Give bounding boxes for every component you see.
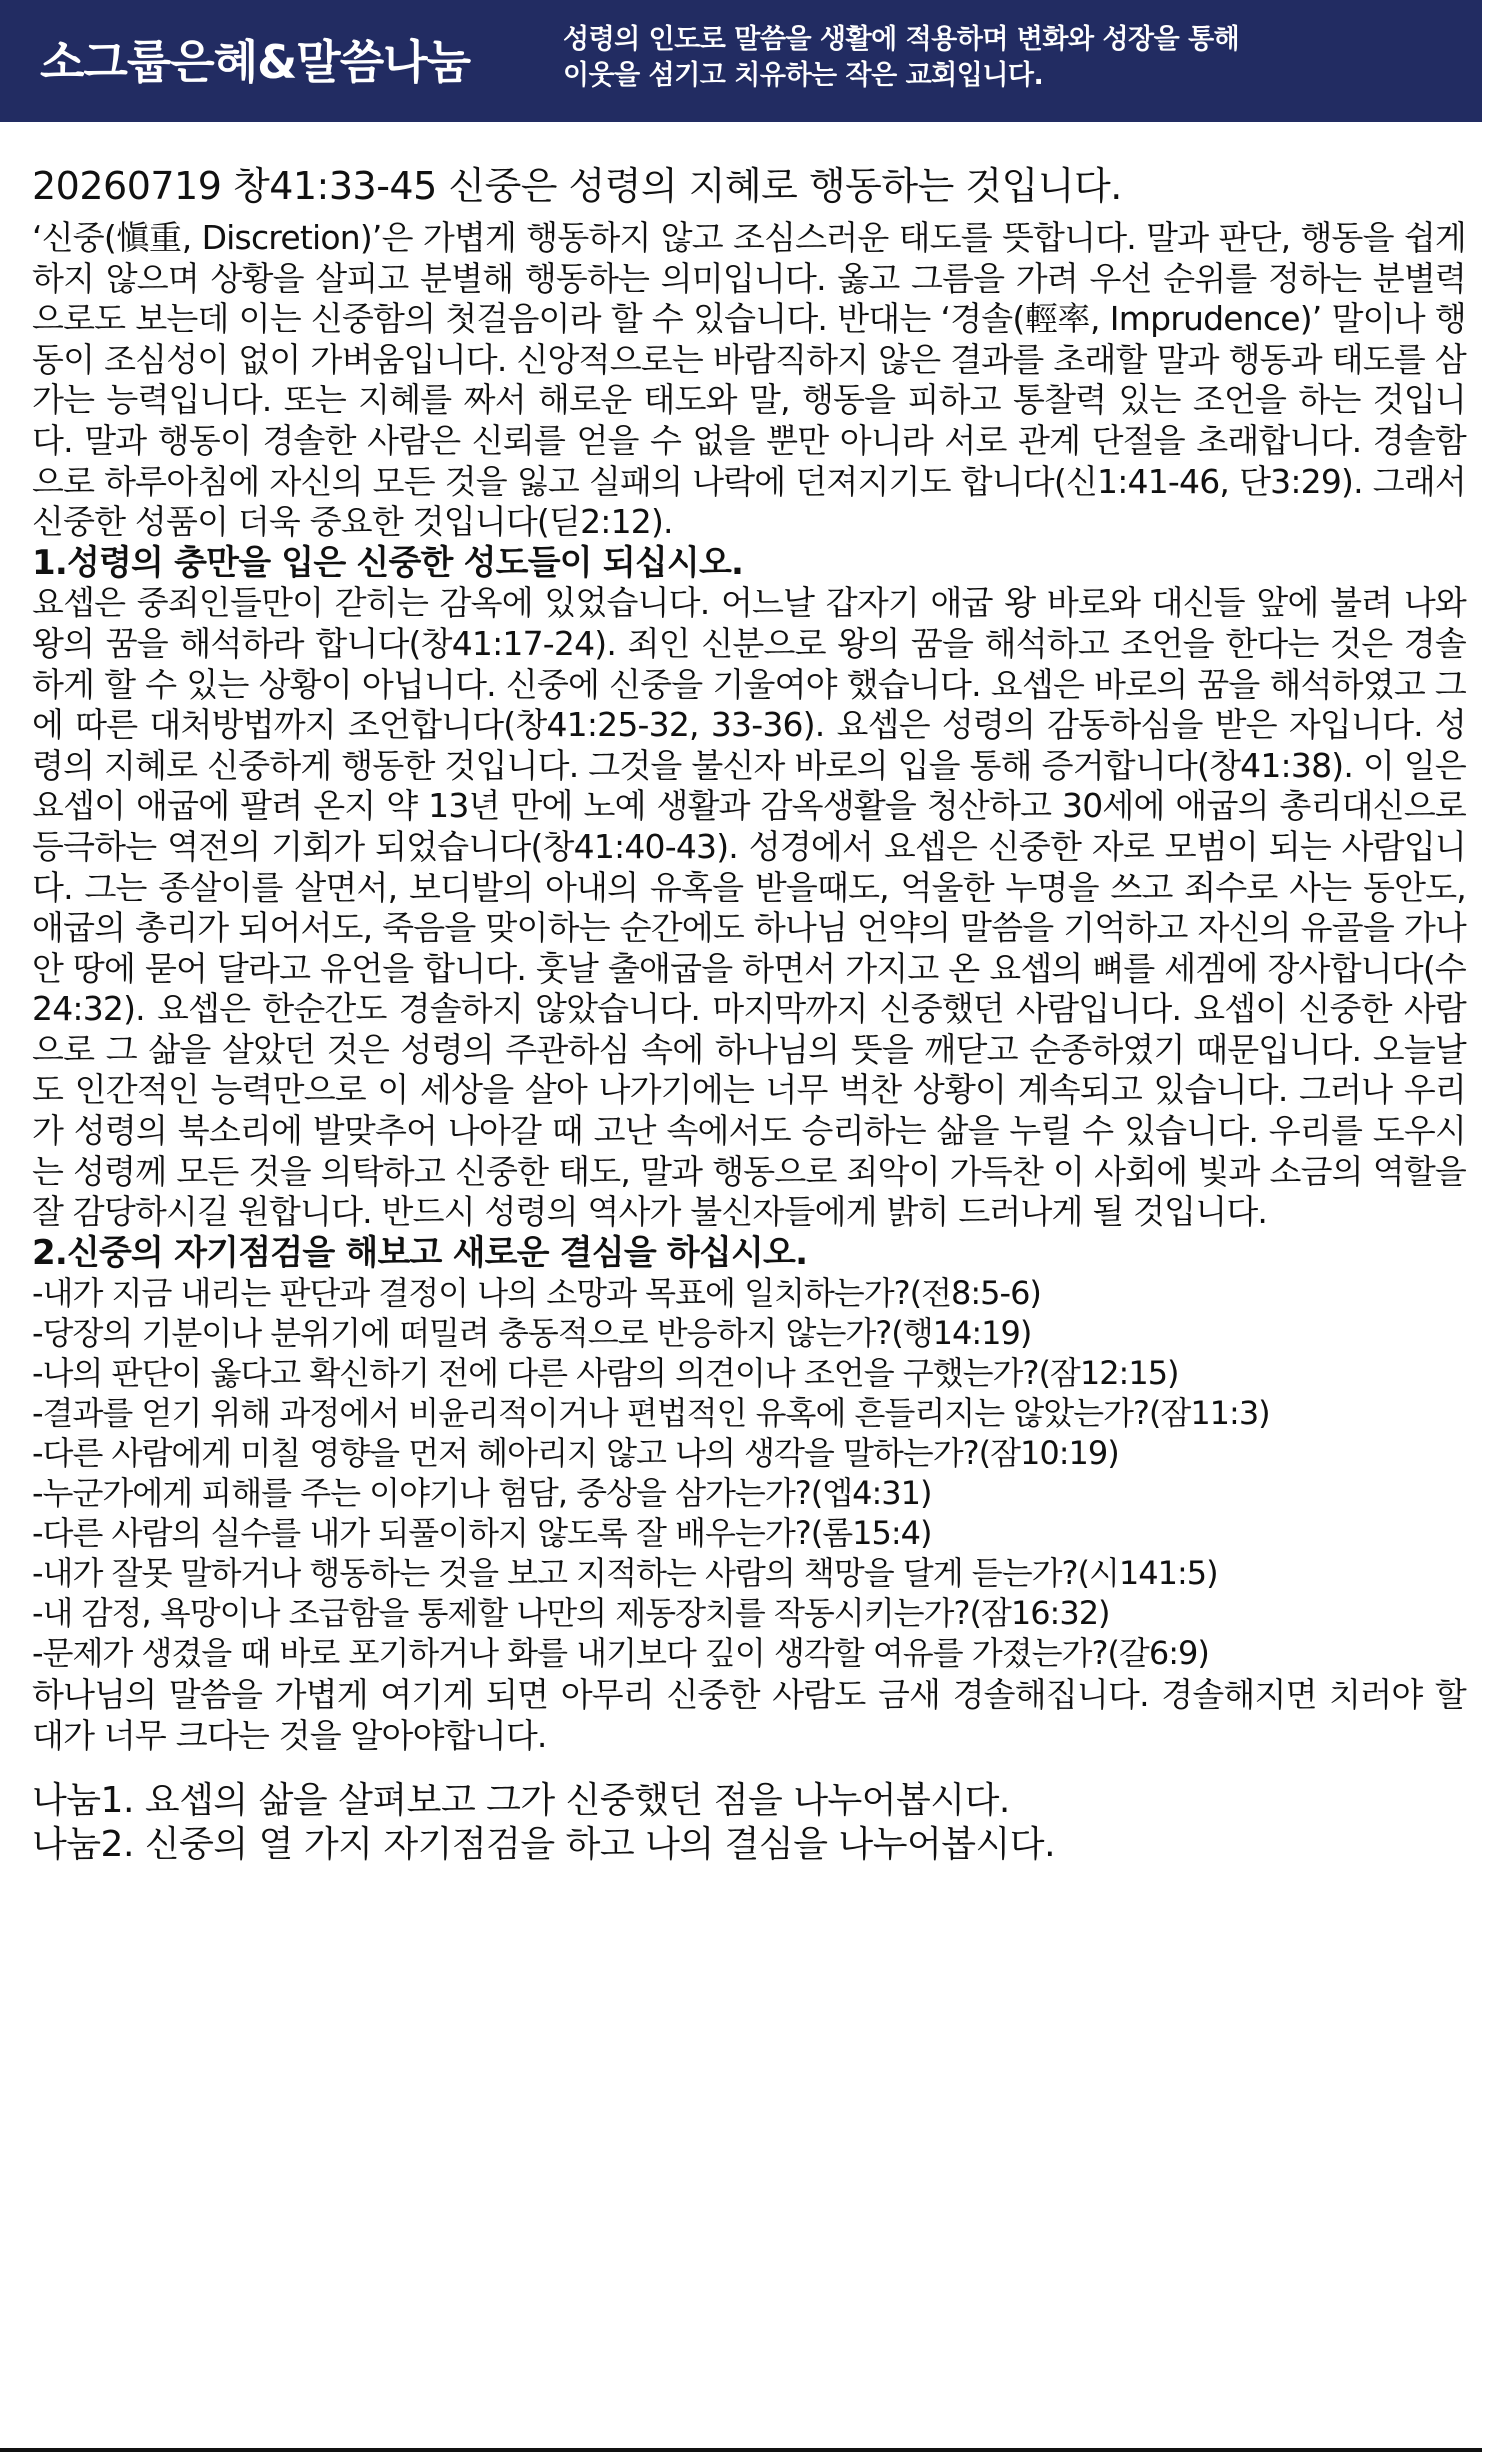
closing-paragraph: 하나님의 말씀을 가볍게 여기게 되면 아무리 신중한 사람도 금새 경솔해집니다. 경솔해지면 치러야 할 대가 너무 크다는 것을 알아야합니다. xyxy=(32,1675,1466,1756)
check-item: -당장의 기분이나 분위기에 떠밀려 충동적으로 반응하지 않는가?(행14:19) xyxy=(32,1314,1032,1353)
tagline-line: 이웃을 섬기고 치유하는 작은 교회입니다. xyxy=(563,60,1044,91)
header-banner xyxy=(0,0,1482,122)
sharing-questions xyxy=(32,1779,1466,1867)
church-tagline xyxy=(563,22,1468,94)
section-1-title: 1.성령의 충만을 입은 신중한 성도들이 되십시오. xyxy=(32,542,744,583)
sermon-heading: 20260719 창41:33-45 신중은 성령의 지혜로 행동하는 것입니다. xyxy=(32,164,1122,208)
sharing-question: 나눔1. 요셉의 삶을 살펴보고 그가 신중했던 점을 나누어봅시다. xyxy=(32,1779,1010,1821)
bottom-divider xyxy=(0,2448,1482,2452)
check-item: -다른 사람의 실수를 내가 되풀이하지 않도록 잘 배우는가?(롬15:4) xyxy=(32,1514,932,1553)
check-item: -나의 판단이 옳다고 확신하기 전에 다른 사람의 의견이나 조언을 구했는가?(잠12:15) xyxy=(32,1354,1179,1393)
intro-paragraph: ‘신중(愼重, Discretion)’은 가볍게 행동하지 않고 조심스러운 태도를 뜻합니다. 말과 판단, 행동을 쉽게 하지 않으며 상황을 살피고 분별해 행동하는 의미입니다. 옳고 그름을 가려 우선 순위를 정하는 분별력으로도 보는데 이는 신중함의 첫걸음이라 할 수 있습니다. 반대는 ‘경솔(輕率, Imprudence)’ 말이나 행동이 조심성이 없이 가벼움입니다. 신앙적으로는 바람직하지 않은 결과를 초래할 말과 행동과 태도를 삼가는 능력입니다. 또는 지혜를 짜서 해로운 태도와 말, 행동을 피하고 통찰력 있는 조언을 하는 것입니다. 말과 행동이 경솔한 사람은 신뢰를 얻을 수 없을 뿐만 아니라 서로 관계 단절을 초래합니다. 경솔함으로 하루아침에 자신의 모든 것을 잃고 실패의 나락에 던져지기도 합니다(신1:41-46, 단3:29). 그래서 신중한 성품이 더욱 중요한 것입니다(딛2:12). xyxy=(32,218,1466,542)
section-1-body: 요셉은 중죄인들만이 갇히는 감옥에 있었습니다. 어느날 갑자기 애굽 왕 바로와 대신들 앞에 불려 나와 왕의 꿈을 해석하라 합니다(창41:17-24). 죄인 신분으로 왕의 꿈을 해석하고 조언을 한다는 것은 경솔하게 할 수 있는 상황이 아닙니다. 신중에 신중을 기울여야 했습니다. 요셉은 바로의 꿈을 해석하였고 그에 따른 대처방법까지 조언합니다(창41:25-32, 33-36). 요셉은 성령의 감동하심을 받은 자입니다. 성령의 지혜로 신중하게 행동한 것입니다. 그것을 불신자 바로의 입을 통해 증거합니다(창41:38). 이 일은 요셉이 애굽에 팔려 온지 약 13년 만에 노예 생활과 감옥생활을 청산하고 30세에 애굽의 총리대신으로 등극하는 역전의 기회가 되었습니다(창41:40-43). 성경에서 요셉은 신중한 자로 모범이 되는 사람입니다. 그는 종살이를 살면서, 보디발의 아내의 유혹을 받을때도, 억울한 누명을 쓰고 죄수로 사는 동안도, 애굽의 총리가 되어서도, 죽음을 맞이하는 순간에도 하나님 언약의 말씀을 기억하고 자신의 유골을 가나안 땅에 묻어 달라고 유언을 합니다. 훗날 출애굽을 하면서 가지고 온 요셉의 뼈를 세겜에 장사합니다(수24:32). 요셉은 한순간도 경솔하지 않았습니다. 마지막까지 신중했던 사람입니다. 요셉이 신중한 사람으로 그 삶을 살았던 것은 성령의 주관하심 속에 하나님의 뜻을 깨닫고 순종하였기 때문입니다. 오늘날도 인간적인 능력만으로 이 세상을 살아 나가기에는 너무 벅찬 상황이 계속되고 있습니다. 그러나 우리가 성령의 북소리에 발맞추어 나아갈 때 고난 속에서도 승리하는 삶을 누릴 수 있습니다. 우리를 도우시는 성령께 모든 것을 의탁하고 신중한 태도, 말과 행동으로 죄악이 가득찬 이 사회에 빛과 소금의 역할을 잘 감당하시길 원합니다. 반드시 성령의 역사가 불신자들에게 밝히 드러나게 될 것입니다. xyxy=(32,583,1466,1232)
check-item: -내 감정, 욕망이나 조급함을 통제할 나만의 제동장치를 작동시키는가?(잠16:32) xyxy=(32,1594,1110,1633)
check-item: -누군가에게 피해를 주는 이야기나 험담, 중상을 삼가는가?(엡4:31) xyxy=(32,1474,932,1513)
check-item: -내가 지금 내리는 판단과 결정이 나의 소망과 목표에 일치하는가?(전8:5-6) xyxy=(32,1274,1041,1313)
check-item: -결과를 얻기 위해 과정에서 비윤리적이거나 편법적인 유혹에 흔들리지는 않았는가?(잠11:3) xyxy=(32,1394,1270,1433)
sermon-content xyxy=(32,160,1466,1867)
check-item: -다른 사람에게 미칠 영향을 먼저 헤아리지 않고 나의 생각을 말하는가?(잠10:19) xyxy=(32,1434,1119,1473)
check-item: -내가 잘못 말하거나 행동하는 것을 보고 지적하는 사람의 책망을 달게 듣는가?(시141:5) xyxy=(32,1554,1218,1593)
self-check-list xyxy=(32,1273,1466,1673)
check-item: -문제가 생겼을 때 바로 포기하거나 화를 내기보다 깊이 생각할 여유를 가졌는가?(갈6:9) xyxy=(32,1634,1209,1673)
church-name: 소그룹은혜&말씀나눔 xyxy=(40,35,471,89)
tagline-line: 성령의 인도로 말씀을 생활에 적용하며 변화와 성장을 통해 xyxy=(563,24,1240,55)
section-2-title: 2.신중의 자기점검을 해보고 새로운 결심을 하십시오. xyxy=(32,1232,808,1273)
sharing-question: 나눔2. 신중의 열 가지 자기점검을 하고 나의 결심을 나누어봅시다. xyxy=(32,1823,1056,1865)
